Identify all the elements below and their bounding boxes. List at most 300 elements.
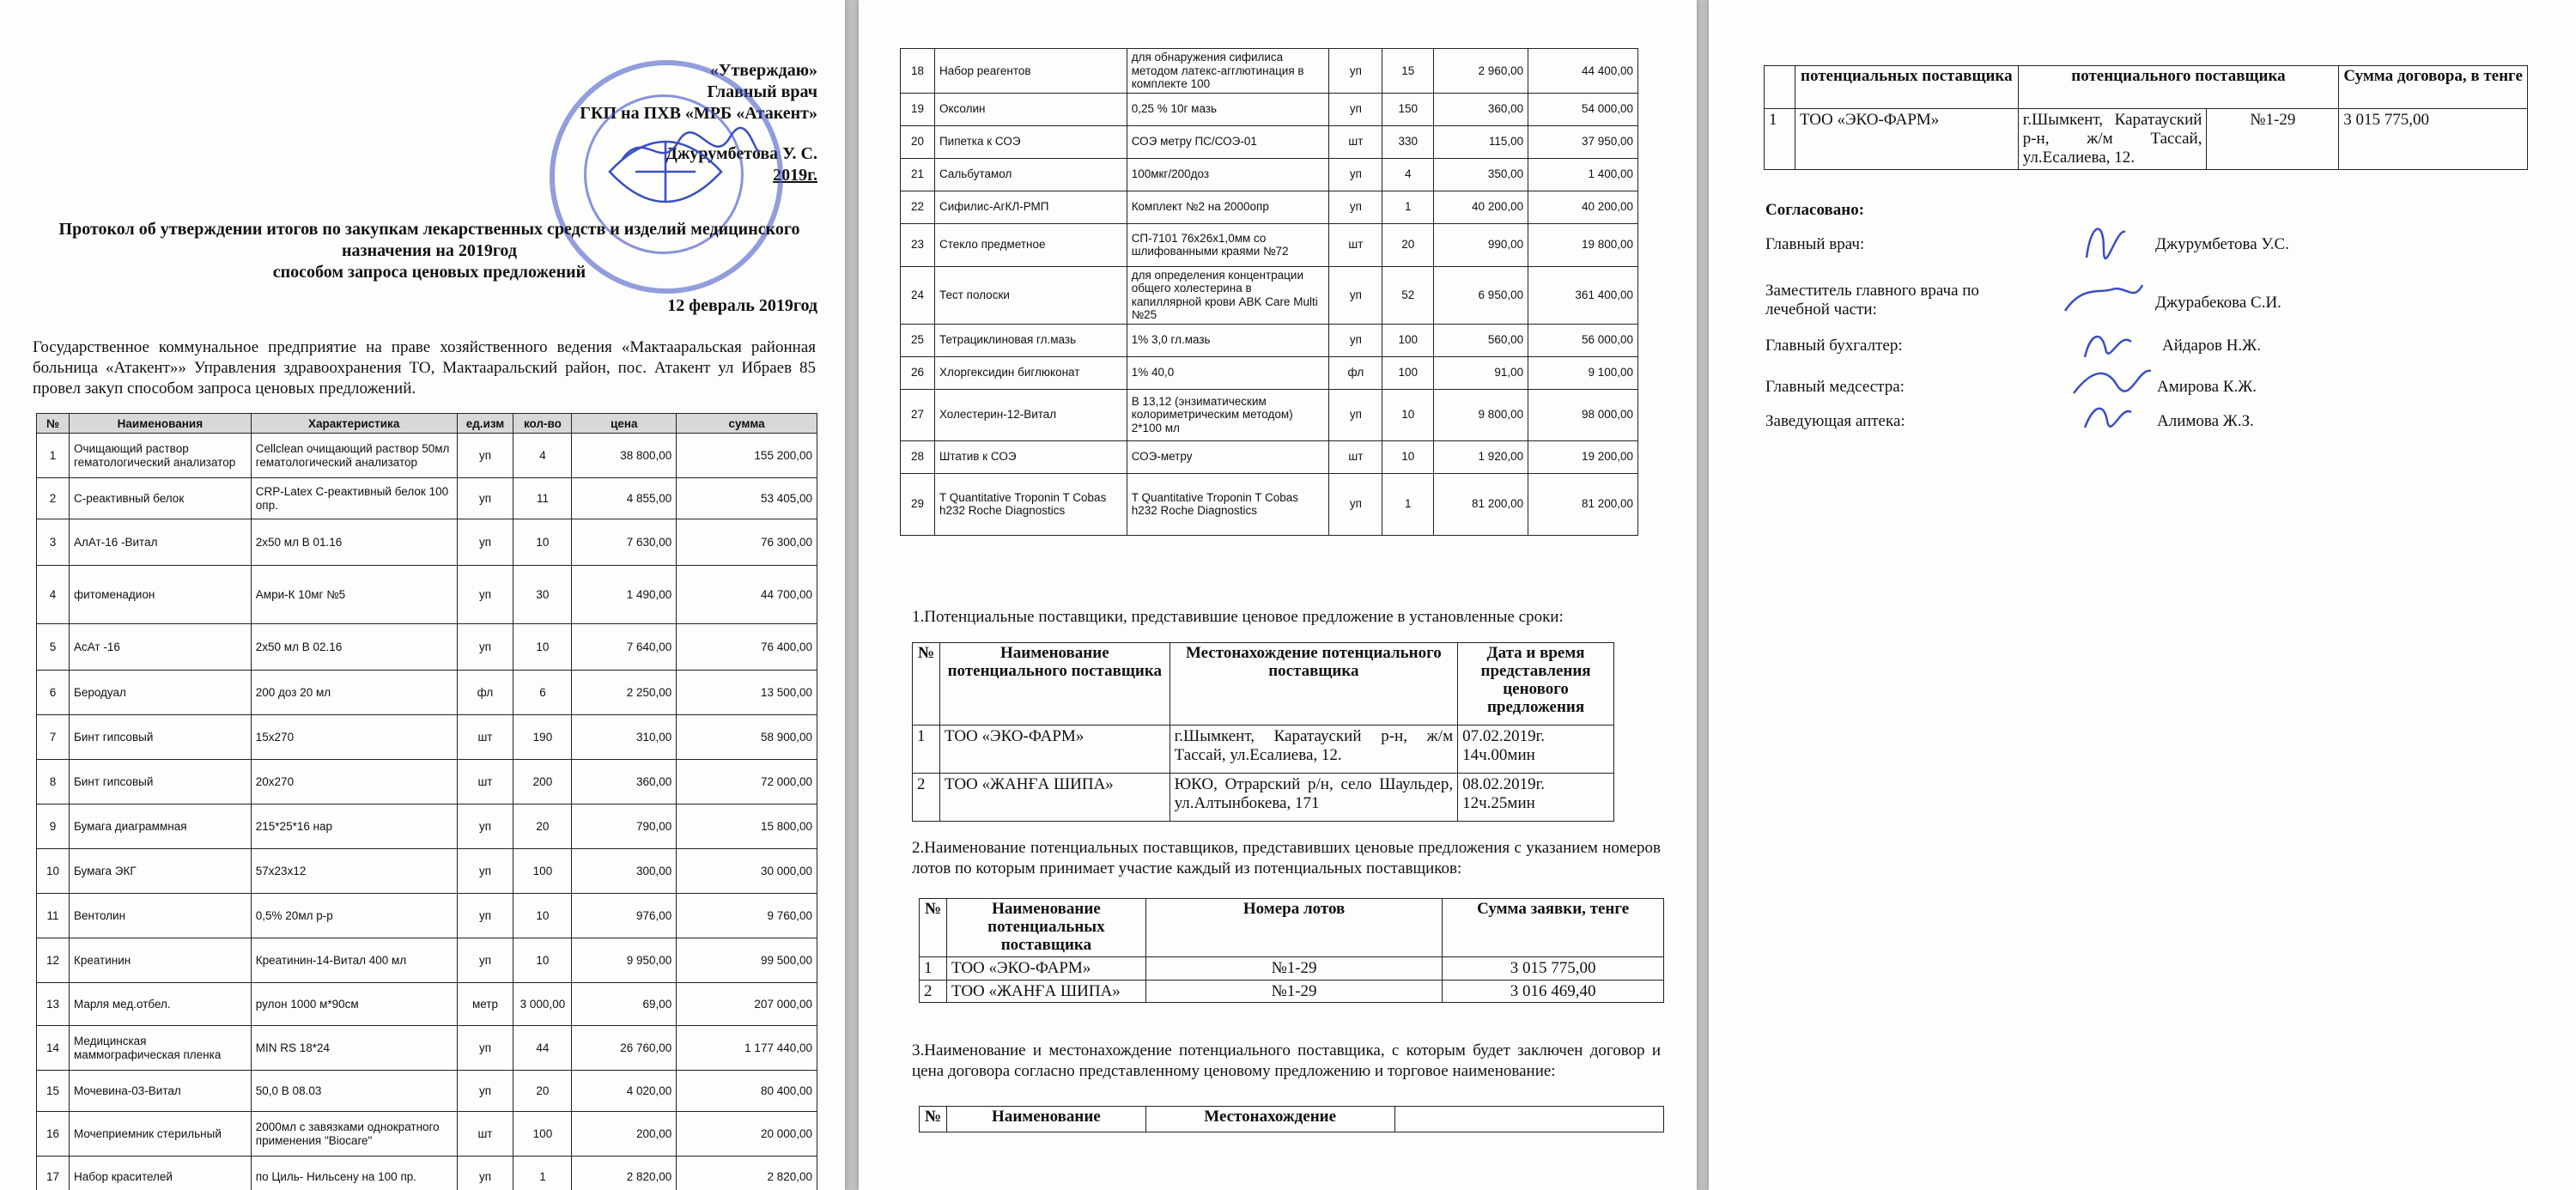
cell: Набор красителей [69,1157,251,1190]
table-header-row [920,1107,1664,1132]
cell: 100 [1382,356,1434,389]
cell: 1% 40,0 [1127,356,1329,389]
cell: 20 [513,1071,572,1112]
cell: АлАт-16 -Витал [69,519,251,566]
cell: для определения концентрации общего холестерина в капиллярной крови ABK Care Multi №25 [1127,266,1329,324]
col-header: потенциальных поставщика [1795,66,2018,109]
sign-name: Джурумбетова У.С. [2155,235,2289,253]
col-header: Сумма заявки, тенге [1443,899,1664,957]
title-line: Протокол об утверждении итогов по закупкам лекарственных средств и изделий медицинского [58,220,800,239]
cell: 5 [37,624,70,671]
table-row [901,49,1638,94]
cell: 16 [37,1112,70,1157]
cell: шт [1329,223,1382,266]
cell: 9 100,00 [1528,356,1638,389]
table-header-row [1765,66,2528,109]
cell: 990,00 [1434,223,1528,266]
cell: уп [457,478,513,519]
cell: Бумага ЭКГ [69,849,251,894]
suppliers-table [912,642,1614,822]
sign-role: Заместитель главного врача по лечебной части: [1765,282,1979,319]
cell: уп [1329,473,1382,535]
cell: 1 490,00 [572,566,677,624]
cell: 38 800,00 [572,434,677,478]
cell: 6 [37,671,70,715]
table-row [901,191,1638,223]
sign-name: Амирова К.Ж. [2157,378,2257,396]
cell: 19 [901,93,935,125]
cell: 14 [37,1026,70,1071]
cell: СОЭ-метру [1127,440,1329,473]
cell: уп [1329,93,1382,125]
cell: 80 400,00 [677,1071,817,1112]
cell: Креатинин [69,938,251,983]
cell: 81 200,00 [1528,473,1638,535]
cell: 350,00 [1434,158,1528,191]
signature-icon [2061,276,2147,319]
cell: 20 [513,804,572,849]
cell: 20 [901,125,935,158]
cell: Комплект №2 на 2000опр [1127,191,1329,223]
cell: уп [1329,49,1382,94]
cell: 215*25*16 нар [251,804,457,849]
approval-line: «Утверждаю» [709,61,817,80]
cell: 40 200,00 [1528,191,1638,223]
section-2-heading [912,838,1661,879]
contract-table-head [919,1106,1664,1132]
section-3-heading [912,1041,1661,1082]
cell: 7 [37,715,70,760]
cell: 11 [37,894,70,938]
cell: шт [1329,125,1382,158]
cell: 17 [37,1157,70,1190]
cell: уп [457,1026,513,1071]
cell: 57х23х12 [251,849,457,894]
cell: 1 [37,434,70,478]
sign-name: Айдаров Н.Ж. [2162,337,2261,355]
table-row [37,715,817,760]
col-header: кол-во [513,414,572,434]
table-row [37,1026,817,1071]
cell: 76 400,00 [677,624,817,671]
col-header: Наименование потенциальных поставщика [946,899,1145,957]
col-header: Наименование [946,1107,1145,1132]
cell: ТОО «ЭКО-ФАРМ» [946,956,1145,980]
cell: 20х270 [251,760,457,804]
cell: 54 000,00 [1528,93,1638,125]
sign-role: Главный бухгалтер: [1765,337,1903,355]
cell: Стекло предметное [934,223,1127,266]
cell: шт [1329,440,1382,473]
cell: уп [1329,324,1382,356]
cell: 30 000,00 [677,849,817,894]
cell: 40 200,00 [1434,191,1528,223]
cell: уп [457,566,513,624]
cell: №1-29 [1145,980,1442,1003]
cell: Медицинская маммографическая пленка [69,1026,251,1071]
cell: 1 177 440,00 [677,1026,817,1071]
cell: T Quantitative Troponin T Cobas h232 Roche Diagnostics [934,473,1127,535]
cell: 2 [920,980,947,1003]
table-row [37,478,817,519]
cell: ТОО «ЭКО-ФАРМ» [1795,109,2018,170]
table-header-row [37,414,817,434]
table-row [901,93,1638,125]
cell: 2х50 мл В 01.16 [251,519,457,566]
cell: шт [457,715,513,760]
page-title [26,219,833,283]
cell: 1 [1765,109,1795,170]
cell: 330 [1382,125,1434,158]
cell: метр [457,983,513,1026]
table-row [37,938,817,983]
cell: 69,00 [572,983,677,1026]
col-header: Наименования [69,414,251,434]
cell: 9 800,00 [1434,389,1528,440]
cell: г.Шымкент, Каратауский р-н, ж/м Тассай, ул.Есалиева, 12. [1170,726,1457,774]
cell: 310,00 [572,715,677,760]
cell: уп [457,894,513,938]
cell: Марля мед.отбел. [69,983,251,1026]
cell: ТОО «ЖАНҒА ШИПА» [939,774,1170,822]
table-row [901,223,1638,266]
cell: 30 [513,566,572,624]
cell: Очищающий раствор гематологический анализатор [69,434,251,478]
cell: фл [457,671,513,715]
cell: 13 500,00 [677,671,817,715]
cell: Тест полоски [934,266,1127,324]
cell: 1 [913,726,940,774]
cell: 155 200,00 [677,434,817,478]
cell: 10 [513,624,572,671]
cell: 99 500,00 [677,938,817,983]
cell: 10 [1382,440,1434,473]
table-row [37,434,817,478]
cell: 13 [37,983,70,1026]
col-header: Сумма договора, в тенге [2339,66,2528,109]
cell: 91,00 [1434,356,1528,389]
cell: 100 [513,849,572,894]
cell: 56 000,00 [1528,324,1638,356]
title-line: назначения на 2019год [342,241,517,260]
cell: 100 [1382,324,1434,356]
cell: уп [457,624,513,671]
title-line: способом запроса ценовых предложений [272,263,586,282]
cell: 44 [513,1026,572,1071]
table-row [37,519,817,566]
cell: 21 [901,158,935,191]
cell: АсАт -16 [69,624,251,671]
sign-name: Алимова Ж.З. [2157,412,2254,430]
cell: СОЭ метру ПС/СОЭ-01 [1127,125,1329,158]
cell: 1 [1382,191,1434,223]
col-header: сумма [677,414,817,434]
table-row [37,624,817,671]
cell: 976,00 [572,894,677,938]
col-header [1765,66,1795,109]
cell: 4 [513,434,572,478]
cell: 1 [1382,473,1434,535]
table-row [1765,109,2528,170]
cell: 07.02.2019г. 14ч.00мин [1458,726,1614,774]
cell: 7 640,00 [572,624,677,671]
cell: Амри-К 10мг №5 [251,566,457,624]
lots-table [919,898,1664,1003]
table-row [901,125,1638,158]
cell: Сифилис-АгКЛ-РМП [934,191,1127,223]
cell: 200 доз 20 мл [251,671,457,715]
cell: 9 760,00 [677,894,817,938]
cell: ЮКО, Отрарский р/н, село Шаульдер, ул.Алтынбокева, 171 [1170,774,1457,822]
col-header: № [37,414,70,434]
contract-table [1764,65,2528,170]
col-header: Наименование потенциального поставщика [939,643,1170,726]
cell: 3 015 775,00 [1443,956,1664,980]
cell: 10 [1382,389,1434,440]
table-row [901,440,1638,473]
cell: шт [457,1112,513,1157]
cell: 10 [37,849,70,894]
cell: 4 020,00 [572,1071,677,1112]
cell: 20 000,00 [677,1112,817,1157]
cell: Вентолин [69,894,251,938]
cell: 4 [37,566,70,624]
sign-role: Главный медсестра: [1765,378,1905,396]
table-row [37,983,817,1026]
document-page-2 [859,0,1697,1190]
cell: 10 [513,938,572,983]
cell: 207 000,00 [677,983,817,1026]
cell: 2 820,00 [677,1157,817,1190]
cell: 190 [513,715,572,760]
sign-role: Заведующая аптека: [1765,412,1905,430]
cell: 2 [913,774,940,822]
approval-signer: Джурумбетова У. С. [665,144,817,163]
table-row [901,356,1638,389]
cell: Хлоргексидин биглюконат [934,356,1127,389]
cell: 28 [901,440,935,473]
table-row [913,774,1614,822]
signature-icon [2078,215,2129,263]
cell: 72 000,00 [677,760,817,804]
cell: 81 200,00 [1434,473,1528,535]
cell: Набор реагентов [934,49,1127,94]
cell: С-реактивный белок [69,478,251,519]
col-header: Номера лотов [1145,899,1442,957]
cell: 15х270 [251,715,457,760]
cell: 44 400,00 [1528,49,1638,94]
cell: Холестерин-12-Витал [934,389,1127,440]
cell: уп [1329,266,1382,324]
approval-year: 2019г. [773,166,817,185]
cell: по Циль- Нильсену на 100 пр. [251,1157,457,1190]
sign-name: Джурабекова С.И. [2155,294,2281,312]
cell: В 13,12 (энзиматическим колориметрическим методом) 2*100 мл [1127,389,1329,440]
cell: 100 [513,1112,572,1157]
cell: г.Шымкент, Каратауский р-н, ж/м Тассай, ул.Есалиева, 12. [2018,109,2207,170]
col-header: Характеристика [251,414,457,434]
table-header-row [913,643,1614,726]
cell: 1 400,00 [1528,158,1638,191]
cell: Пипетка к СОЭ [934,125,1127,158]
cell: CRP-Latex С-реактивный белок 100 опр. [251,478,457,519]
cell: MIN RS 18*24 [251,1026,457,1071]
table-row [37,1112,817,1157]
cell: 2000мл с завязками однократного применения "Biocare" [251,1112,457,1157]
cell: уп [1329,389,1382,440]
cell: Беродуал [69,671,251,715]
cell: 15 800,00 [677,804,817,849]
table-row [37,1157,817,1190]
col-header: Дата и время представления ценового предложения [1458,643,1614,726]
cell: Креатинин-14-Витал 400 мл [251,938,457,983]
table-row [901,389,1638,440]
cell: для обнаружения сифилиса методом латекс-агглютинация в комплекте 100 [1127,49,1329,94]
signature-icon [2078,323,2138,362]
cell: 360,00 [572,760,677,804]
table-row [901,324,1638,356]
cell: 98 000,00 [1528,389,1638,440]
cell: 12 [37,938,70,983]
col-header: № [920,1107,947,1132]
cell: 560,00 [1434,324,1528,356]
cell: 20 [1382,223,1434,266]
approval-line: Главный врач [707,82,817,101]
cell: 19 800,00 [1528,223,1638,266]
col-header: № [913,643,940,726]
cell: Мочеприемник стерильный [69,1112,251,1157]
cell: Бинт гипсовый [69,760,251,804]
col-header: цена [572,414,677,434]
col-header: Местонахождение потенциального поставщика [1170,643,1457,726]
col-header: № [920,899,947,957]
cell: 2 820,00 [572,1157,677,1190]
cell: фитоменадион [69,566,251,624]
cell: уп [457,804,513,849]
cell: 23 [901,223,935,266]
cell: фл [1329,356,1382,389]
cell: 24 [901,266,935,324]
table-row [920,956,1664,980]
cell: 25 [901,324,935,356]
cell: 4 855,00 [572,478,677,519]
protocol-date: 12 февраль 2019год [667,296,817,315]
cell: 115,00 [1434,125,1528,158]
cell: 150 [1382,93,1434,125]
cell: 26 760,00 [572,1026,677,1071]
cell: 2 960,00 [1434,49,1528,94]
cell: 790,00 [572,804,677,849]
cell: 44 700,00 [677,566,817,624]
table-row [37,1071,817,1112]
cell: 1 [920,956,947,980]
cell: 6 [513,671,572,715]
cell: 3 [37,519,70,566]
agreed-heading: Согласовано: [1765,201,1865,219]
document-page-3 [1709,0,2576,1190]
cell: 58 900,00 [677,715,817,760]
cell: 50,0 В 08.03 [251,1071,457,1112]
cell: шт [457,760,513,804]
cell: 100мкг/200доз [1127,158,1329,191]
cell: Cellclean очищающий раствор 50мл гематологический анализатор [251,434,457,478]
cell: 53 405,00 [677,478,817,519]
cell: №1-29 [1145,956,1442,980]
cell: 0,25 % 10г мазь [1127,93,1329,125]
cell: уп [457,519,513,566]
cell: 3 015 775,00 [2339,109,2528,170]
cell: 19 200,00 [1528,440,1638,473]
table-row [37,849,817,894]
items-table-2 [900,48,1638,536]
cell: уп [1329,158,1382,191]
cell: 29 [901,473,935,535]
cell: 360,00 [1434,93,1528,125]
cell: 15 [37,1071,70,1112]
cell: 200,00 [572,1112,677,1157]
cell: Штатив к СОЭ [934,440,1127,473]
section-2-text: 2.Наименование потенциальных поставщиков, представивших ценовые предложения с указанием номеров лотов по которым принимает участие каждый из потенциальных поставщиков: [912,839,1661,877]
intro-paragraph [33,337,816,399]
table-row [37,566,817,624]
cell: 3 000,00 [513,983,572,1026]
cell: 10 [513,519,572,566]
cell: 0,5% 20мл р-р [251,894,457,938]
cell: 2 250,00 [572,671,677,715]
cell: №1-29 [2207,109,2339,170]
cell: 200 [513,760,572,804]
cell: 1% 3,0 гл.мазь [1127,324,1329,356]
document-page-1 [0,0,845,1190]
cell: 15 [1382,49,1434,94]
cell: 7 630,00 [572,519,677,566]
table-row [901,158,1638,191]
cell: 9 950,00 [572,938,677,983]
cell: 9 [37,804,70,849]
items-table-1 [36,413,817,1190]
table-row [37,760,817,804]
cell: 1 920,00 [1434,440,1528,473]
cell: 37 950,00 [1528,125,1638,158]
cell: Оксолин [934,93,1127,125]
cell: T Quantitative Troponin T Cobas h232 Roche Diagnostics [1127,473,1329,535]
cell: рулон 1000 м*90см [251,983,457,1026]
cell: 6 950,00 [1434,266,1528,324]
cell: 4 [1382,158,1434,191]
cell: уп [457,849,513,894]
cell: уп [457,938,513,983]
cell: 26 [901,356,935,389]
section-3-text: 3.Наименование и местонахождение потенциального поставщика, с которым будет заключен договор и цена договора согласно представленному ценовому предложению и торговое наименование: [912,1041,1661,1080]
cell: 2х50 мл В 02.16 [251,624,457,671]
cell: Бумага диаграммная [69,804,251,849]
signature-icon [618,124,764,176]
cell: уп [457,1157,513,1190]
cell: 11 [513,478,572,519]
cell: 8 [37,760,70,804]
cell: ТОО «ЖАНҒА ШИПА» [946,980,1145,1003]
cell: Мочевина-03-Витал [69,1071,251,1112]
table-row [901,266,1638,324]
cell: 3 016 469,40 [1443,980,1664,1003]
table-row [920,980,1664,1003]
cell: 22 [901,191,935,223]
sign-role: Главный врач: [1765,235,1865,253]
col-header: Местонахождение [1145,1107,1394,1132]
cell: Бинт гипсовый [69,715,251,760]
table-row [913,726,1614,774]
section-1-heading: 1.Потенциальные поставщики, представившие ценовое предложение в установленные сроки: [912,608,1564,626]
